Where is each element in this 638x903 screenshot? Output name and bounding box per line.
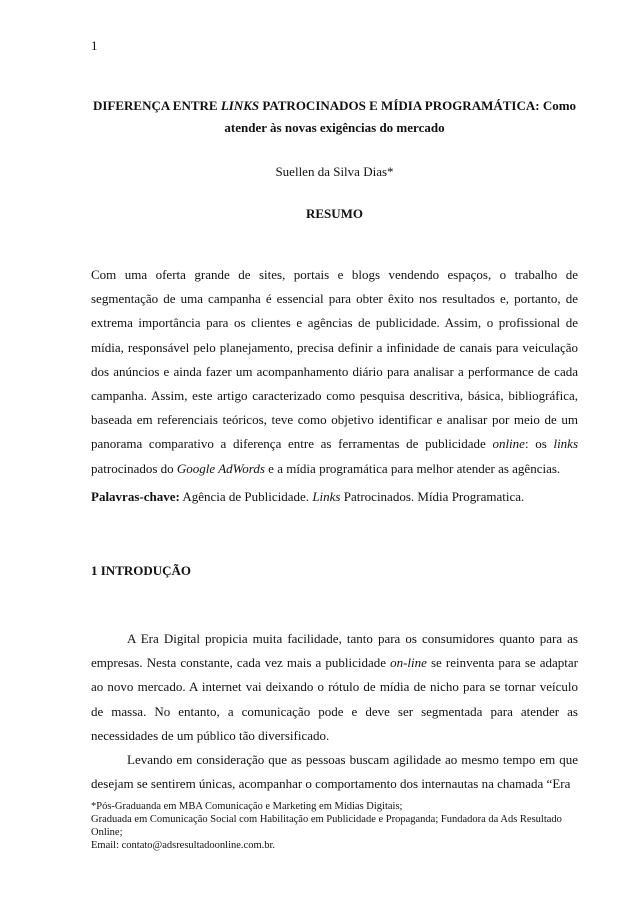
keywords-segment: Patrocinados. Mídia Programatica.	[340, 489, 525, 504]
footnote-line-2: Graduada em Comunicação Social com Habilitação em Publicidade e Propaganda; Fundadora da Ads Resultado Online;	[91, 814, 562, 838]
title-text: PATROCINADOS E MÍDIA PROGRAMÁTICA: Como	[259, 98, 577, 113]
title-line-1	[91, 95, 578, 117]
abstract-segment: e a mídia programática para melhor atender as agências.	[264, 460, 561, 476]
abstract-segment: patrocinados do	[91, 460, 177, 476]
abstract-emphasis: links	[553, 436, 579, 452]
paper-title	[91, 95, 578, 139]
abstract-emphasis: Google AdWords	[176, 460, 265, 476]
intro-segment: A Era Digital propicia muita facilidade, tanto para os consumidores quanto para as empresas. Nesta constante, cada vez mais a publicidade	[91, 631, 578, 671]
keywords-emphasis: Links	[312, 489, 341, 504]
keywords	[91, 487, 578, 507]
page-number: 1	[91, 38, 98, 53]
abstract-heading: RESUMO	[305, 206, 364, 221]
keywords-label: Palavras-chave:	[91, 489, 180, 504]
keywords-segment: Agência de Publicidade.	[179, 489, 313, 504]
footnote	[91, 800, 581, 852]
footnote-line-1: *Pós-Graduanda em MBA Comunicação e Marketing em Mídias Digitais;	[91, 801, 403, 812]
abstract-emphasis: online	[492, 436, 525, 452]
intro-emphasis: on-line	[390, 655, 427, 671]
title-emphasis: LINKS	[220, 98, 260, 113]
section-heading: 1 INTRODUÇÃO	[91, 563, 192, 578]
footnote-email: Email: contato@adsresultadoonline.com.br.	[91, 840, 276, 851]
abstract-segment: : os	[524, 436, 554, 452]
author-name: Suellen da Silva Dias*	[275, 164, 394, 179]
intro-paragraph-1	[91, 627, 578, 748]
intro-segment: se reinventa para se adaptar ao novo mercado. A internet vai deixando o rótulo de mídia de nicho para se tornar veículo de massa. No entanto, a comunicação pode e deve ser segmentada para atender as necessidades de um público tão diversificado.	[91, 655, 578, 743]
abstract-text	[91, 263, 578, 481]
title-text: DIFERENÇA ENTRE	[92, 98, 221, 113]
introduction-body	[91, 627, 578, 796]
intro-paragraph-2: Levando em consideração que as pessoas buscam agilidade ao mesmo tempo em que desejam se sentirem únicas, acompanhar o comportamento dos internautas na chamada “Era	[91, 752, 578, 792]
abstract-segment: Com uma oferta grande de sites, portais e blogs vendendo espaços, o trabalho de segmentação de uma campanha é essencial para obter êxito nos resultados e, portanto, de extrema importância para os clientes e agências de publicidade. Assim, o profissional de mídia, responsável pelo planejamento, precisa definir a infinidade de canais para veiculação dos anúncios e ainda fazer um acompanhamento diário para analisar a performance de cada campanha. Assim, este artigo caracterizado como pesquisa descritiva, básica, bibliográfica, baseada em referenciais teóricos, teve como objetivo identificar e analisar por meio de um panorama comparativo a diferença entre as ferramentas de publicidade	[91, 267, 578, 452]
title-line-2: atender às novas exigências do mercado	[224, 120, 445, 135]
